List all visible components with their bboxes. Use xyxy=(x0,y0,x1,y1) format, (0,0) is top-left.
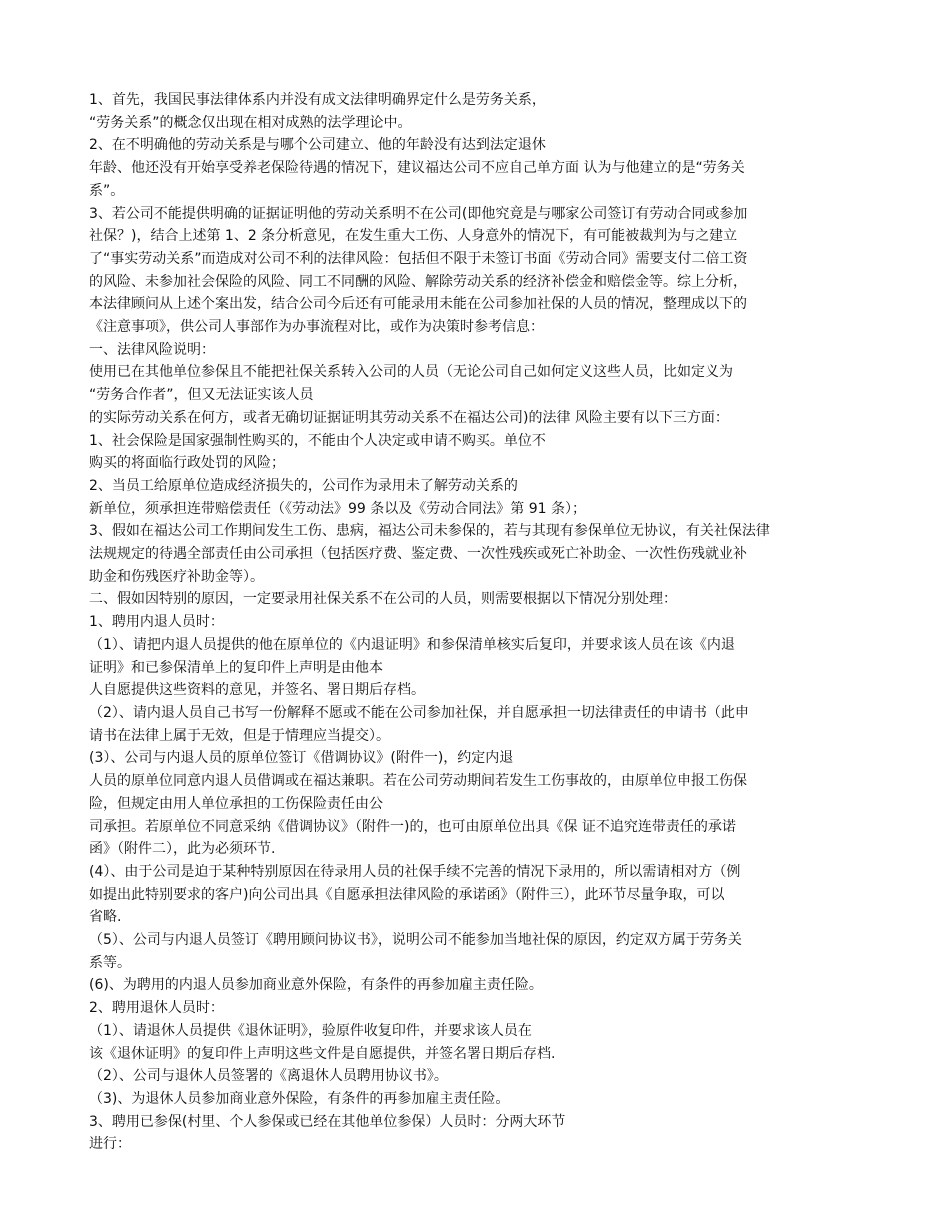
text-line: 2、当员工给原单位造成经济损失的，公司作为录用未了解劳动关系的 xyxy=(89,477,518,494)
text-line: 省略. xyxy=(89,909,122,926)
text-line: （3)、为退休人员参加商业意外保险，有条件的再参加雇主责任险。 xyxy=(89,1090,510,1107)
text-line: 险，但规定由用人单位承担的工伤保险责任由公 xyxy=(89,795,383,812)
text-line: 司承担。若原单位不同意采纳《借调协议》（附件一)的，也可由原单位出具《保 证不追究连带责任的承诺 xyxy=(89,818,736,835)
text-line: 2、聘用退休人员时： xyxy=(89,1000,224,1017)
text-line: 人员的原单位同意内退人员借调或在福达兼职。若在公司劳动期间若发生工伤事故的，由原单位申报工伤保 xyxy=(89,773,747,790)
text-line: 证明》和已参保清单上的复印件上声明是由他本 xyxy=(89,659,383,676)
text-line: 二、假如因特别的原因，一定要录用社保关系不在公司的人员，则需要根据以下情况分别处理： xyxy=(89,591,677,608)
text-line: 3、若公司不能提供明确的证据证明他的劳动关系明不在公司(即他究竟是与哪家公司签订有劳动合同或参加 xyxy=(89,205,748,222)
text-line: 助金和伤残医疗补助金等）。 xyxy=(89,568,264,585)
text-line: 社保？)，结合上述第 1、2 条分析意见，在发生重大工伤、人身意外的情况下，有可能被裁判为与之建立 xyxy=(89,228,738,245)
text-line: 3、聘用已参保(村里、个人参保或已经在其他单位参保）人员时：分两大环节 xyxy=(89,1113,566,1130)
text-line: (6)、为聘用的内退人员参加商业意外保险，有条件的再参加雇主责任险。 xyxy=(89,977,543,994)
text-line: “劳务关系”的概念仅出现在相对成熟的法学理论中。 xyxy=(89,114,412,131)
text-line: 如提出此特别要求的客户)向公司出具《自愿承担法律风险的承诺函》（附件三），此环节尽量争取，可以 xyxy=(89,886,725,903)
text-line: 系”。 xyxy=(89,182,125,199)
text-line: 本法律顾问从上述个案出发，结合公司今后还有可能录用未能在公司参加社保的人员的情况，整理成以下的 xyxy=(89,296,747,313)
text-line: （1）、请退休人员提供《退休证明》，验原件收复印件，并要求该人员在 xyxy=(89,1022,532,1039)
text-line: 进行： xyxy=(89,1136,131,1153)
text-line: 请书在法律上属于无效，但是于情理应当提交）。 xyxy=(89,727,390,744)
document-body xyxy=(89,89,861,1156)
text-line: 2、在不明确他的劳动关系是与哪个公司建立、他的年龄没有达到法定退休 xyxy=(89,137,546,154)
text-line: （5）、公司与内退人员签订《聘用顾问协议书》，说明公司不能参加当地社保的原因，约定双方属于劳务关 xyxy=(89,932,742,949)
text-line: 使用已在其他单位参保且不能把社保关系转入公司的人员（无论公司自己如何定义这些人员，比如定义为 xyxy=(89,364,733,381)
text-line: 函》（附件二），此为必须环节. xyxy=(89,841,276,858)
text-line: （2）、请内退人员自己书写一份解释不愿或不能在公司参加社保，并自愿承担一切法律责任的申请书（此申 xyxy=(89,704,749,721)
text-line: 系等。 xyxy=(89,954,131,971)
text-line: （1）、请把内退人员提供的他在原单位的《内退证明》和参保清单核实后复印，并要求该人员在该《内退 xyxy=(89,636,735,653)
text-line: 1、社会保险是国家强制性购买的，不能由个人决定或申请不购买。单位不 xyxy=(89,432,546,449)
text-line: “劳务合作者”，但又无法证实该人员 xyxy=(89,387,314,404)
text-line: 一、法律风险说明： xyxy=(89,341,215,358)
text-line: 了“事实劳动关系”而造成对公司不利的法律风险：包括但不限于未签订书面《劳动合同》需要支付二倍工资 xyxy=(89,250,748,267)
text-line: 该《退休证明》的复印件上声明这些文件是自愿提供，并签名署日期后存档. xyxy=(89,1045,556,1062)
text-line: 法规规定的待遇全部责任由公司承担（包括医疗费、鉴定费、一次性残疾或死亡补助金、一次性伤残就业补 xyxy=(89,546,747,563)
text-line: 人自愿提供这些资料的意见，并签名、署日期后存档。 xyxy=(89,682,425,699)
text-line: 的实际劳动关系在何方，或者无确切证据证明其劳动关系不在福达公司)的法律 风险主要有以下三方面： xyxy=(89,409,729,426)
text-line: 1、聘用内退人员时： xyxy=(89,614,224,631)
text-line: （2）、公司与退休人员签署的《离退休人员聘用协议书》。 xyxy=(89,1068,448,1085)
text-line: (3）、公司与内退人员的原单位签订《借调协议》(附件一)，约定内退 xyxy=(89,750,514,767)
text-line: 1、首先，我国民事法律体系内并没有成文法律明确界定什么是劳务关系， xyxy=(89,92,546,108)
text-line: 年龄、他还没有开始享受养老保险待遇的情况下，建议福达公司不应自己单方面 认为与他建立的是“劳务关 xyxy=(89,160,745,177)
text-line: 购买的将面临行政处罚的风险； xyxy=(89,455,285,472)
text-line: 的风险、未参加社会保险的风险、同工不同酬的风险、解除劳动关系的经济补偿金和赔偿金等。综上分析， xyxy=(89,273,747,290)
text-line: 新单位，须承担连带赔偿责任（《劳动法》99 条以及《劳动合同法》第 91 条）； xyxy=(89,500,586,517)
text-line: (4）、由于公司是迫于某种特别原因在待录用人员的社保手续不完善的情况下录用的，所以需请相对方（例 xyxy=(89,863,741,880)
text-line: 《注意事项》，供公司人事部作为办事流程对比，或作为决策时参考信息： xyxy=(89,319,544,336)
text-line: 3、假如在福达公司工作期间发生工伤、患病，福达公司未参保的，若与其现有参保单位无协议，有关社保法律 xyxy=(89,523,770,540)
